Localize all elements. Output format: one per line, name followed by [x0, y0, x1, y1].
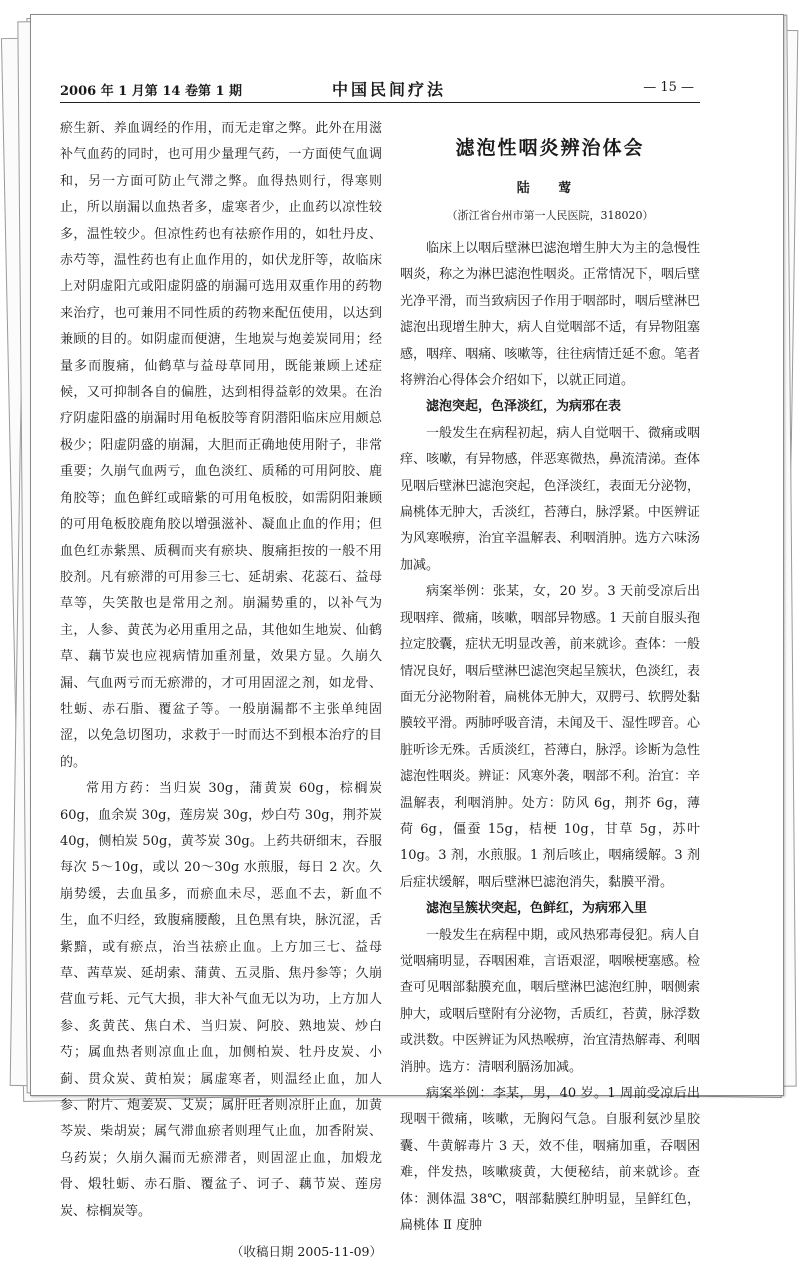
article-title: 滤泡性咽炎辨治体会 [455, 137, 645, 159]
author-affiliation: （浙江省台州市第一人民医院，318020） [446, 209, 654, 222]
article-title-block [400, 128, 700, 228]
article-body [400, 236, 700, 1239]
right-column [400, 116, 700, 1234]
section-heading: 滤泡呈簇状突起，色鲜红，为病邪入里 [426, 901, 648, 917]
paragraph: 瘀生新、养血调经的作用，而无走窜之弊。此外在用滋补气血药的同时，也可用少量理气药，一方面使气血调和，另一方面可防止气滞之弊。血得热则行，得寒则止，所以崩漏以血热者多，虚寒者少，止血药以凉性较多，温性较少。但凉性药也有祛瘀作用的，如牡丹皮、赤芍等，温性药也有止血作用的，如伏龙肝等，故临床上对阴虚阳亢或阳虚阴盛的崩漏可选用双重作用的药物来治疗，也可兼用不同性质的药物来配伍使用，以达到兼顾的目的。如阴虚而便溏，生地炭与炮姜炭同用；经量多而腹痛，仙鹤草与益母草同用，既能兼顾上述症候，又可抑制各自的偏胜，达到相得益彰的效果。在治疗阴虚阳盛的崩漏时用龟板胶等育阴潜阳临床应用颇总极少；阳虚阴盛的崩漏，大胆而正确地使用附子，非常重要；久崩气血两亏，血色淡红、质稀的可用阿胶、鹿角胶等；血色鲜红或暗紫的可用龟板胶，如需阴阳兼顾的可用龟板胶鹿角胶以增强滋补、凝血止血的作用；但血色红赤紫黑、质稠而夹有瘀块、腹痛拒按的一般不用胶剂。凡有瘀滞的可用参三七、延胡索、花蕊石、益母草等，失笑散也是常用之剂。崩漏势重的，以补气为主，人参、黄芪为必用重用之品，其他如生地炭、仙鹤草、藕节炭也应视病情加重剂量，效果方显。久崩久漏、气血两亏而无瘀滞的，才可用固涩之剂，如龙骨、牡蛎、赤石脂、覆盆子等。一般崩漏都不主张单纯固涩，以免急切图功，求救于一时而达不到根本治疗的目的。 [60, 121, 382, 770]
received-date: （收稿日期 2005-11-09） [230, 1244, 382, 1260]
paragraph: 临床上以咽后壁淋巴滤泡增生肿大为主的急慢性咽炎，称之为淋巴滤泡性咽炎。正常情况下，咽后壁光净平滑，而当致病因子作用于咽部时，咽后壁淋巴滤泡出现增生肿大，病人自觉咽部不适，有异物阻塞感，咽痒、咽痛、咳嗽等，往往病情迁延不愈。笔者将辨治心得体会介绍如下，以就正同道。 [400, 241, 700, 389]
section-heading: 滤泡突起，色泽淡红，为病邪在表 [426, 399, 622, 415]
journal-name: 中国民间疗法 [332, 80, 447, 99]
left-column [60, 116, 382, 1260]
issue-info: 2006 年 1 月第 14 卷第 1 期 [60, 84, 243, 99]
paragraph: 一般发生在病程中期，或风热邪毒侵犯。病人自觉咽痛明显，吞咽困难，言语艰涩，咽喉梗塞感。检查可见咽部黏膜充血，咽后壁淋巴滤泡红肿，咽侧索肿大，或咽后壁附有分泌物，舌质红，苔黄，脉浮数或洪数。中医辨证为风热喉痹，治宜清热解毒、利咽消肿。选方：清咽利膈汤加减。 [400, 927, 700, 1075]
author-name: 陆 莺 [516, 181, 584, 196]
paragraph: 一般发生在病程初起，病人自觉咽干、微痛或咽痒、咳嗽，有异物感，伴恶寒微热，鼻流清涕。查体见咽后壁淋巴滤泡突起，色泽淡红，表面无分泌物，扁桃体无肿大，舌淡红，苔薄白，脉浮紧。中医辨证为风寒喉痹，治宜辛温解表、利咽消肿。选方六味汤加减。 [400, 425, 700, 573]
running-header [60, 72, 700, 103]
paragraph: 病案举例：张某，女，20 岁。3 天前受凉后出现咽痒、微痛，咳嗽，咽部异物感。1 天前自服头孢拉定胶囊，症状无明显改善，前来就诊。查体：一般情况良好，咽后壁淋巴滤泡突起呈簇状，色淡红，表面无分泌物附着，扁桃体无肿大，双腭弓、软腭处黏膜较平滑。两肺呼吸音清，未闻及干、湿性啰音。心脏听诊无殊。舌质淡红，苔薄白，脉浮。诊断为急性滤泡性咽炎。辨证：风寒外袭，咽部不利。治宜：辛温解表，利咽消肿。处方：防风 6g，荆芥 6g，薄荷 6g，僵蚕 15g，桔梗 10g，甘草 5g，苏叶 10g。3 剂，水煎服。1 剂后咳止，咽痛缓解。3 剂后症状缓解，咽后壁淋巴滤泡消失，黏膜平滑。 [400, 584, 700, 890]
paragraph: 常用方药：当归炭 30g，蒲黄炭 60g，棕榈炭 60g，血余炭 30g，莲房炭 30g，炒白芍 30g，荆芥炭 40g，侧柏炭 50g，黄芩炭 30g。上药共研细末，吞服每次 5～10g，或以 20～30g 水煎服，每日 2 次。久崩势缓，去血虽多，而瘀血未尽，恶血不去，新血不生，血不归经，致腹痛腰酸，且色黑有块，脉沉涩，舌紫黯，或有瘀点，治当祛瘀止血。上方加三七、益母草、茜草炭、延胡索、蒲黄、五灵脂、焦丹参等；久崩营血亏耗、元气大损，非大补气血无以为功，上方加人参、炙黄芪、焦白术、当归炭、阿胶、熟地炭、炒白芍；属血热者则凉血止血，加侧柏炭、牡丹皮炭、小蓟、贯众炭、黄柏炭；属虚寒者，则温经止血，加人参、附片、炮姜炭、艾炭；属肝旺者则凉肝止血，加黄芩炭、柴胡炭；属气滞血瘀者则理气止血，加香附炭、乌药炭；久崩久漏而无瘀滞者，则固涩止血，加煅龙骨、煅牡蛎、赤石脂、覆盆子、诃子、藕节炭、莲房炭、棕榈炭等。 [60, 781, 382, 1219]
page-number: — 15 — [643, 80, 694, 95]
paragraph: 病案举例：李某，男，40 岁。1 周前受凉后出现咽干微痛，咳嗽，无胸闷气急。自服利氨沙星胶囊、牛黄解毒片 3 天，效不佳，咽痛加重，吞咽困难，伴发热，咳嗽痰黄，大便秘结，前来就诊。查体：测体温 38℃，咽部黏膜红肿明显，呈鲜红色，扁桃体 Ⅱ 度肿 [400, 1086, 700, 1234]
